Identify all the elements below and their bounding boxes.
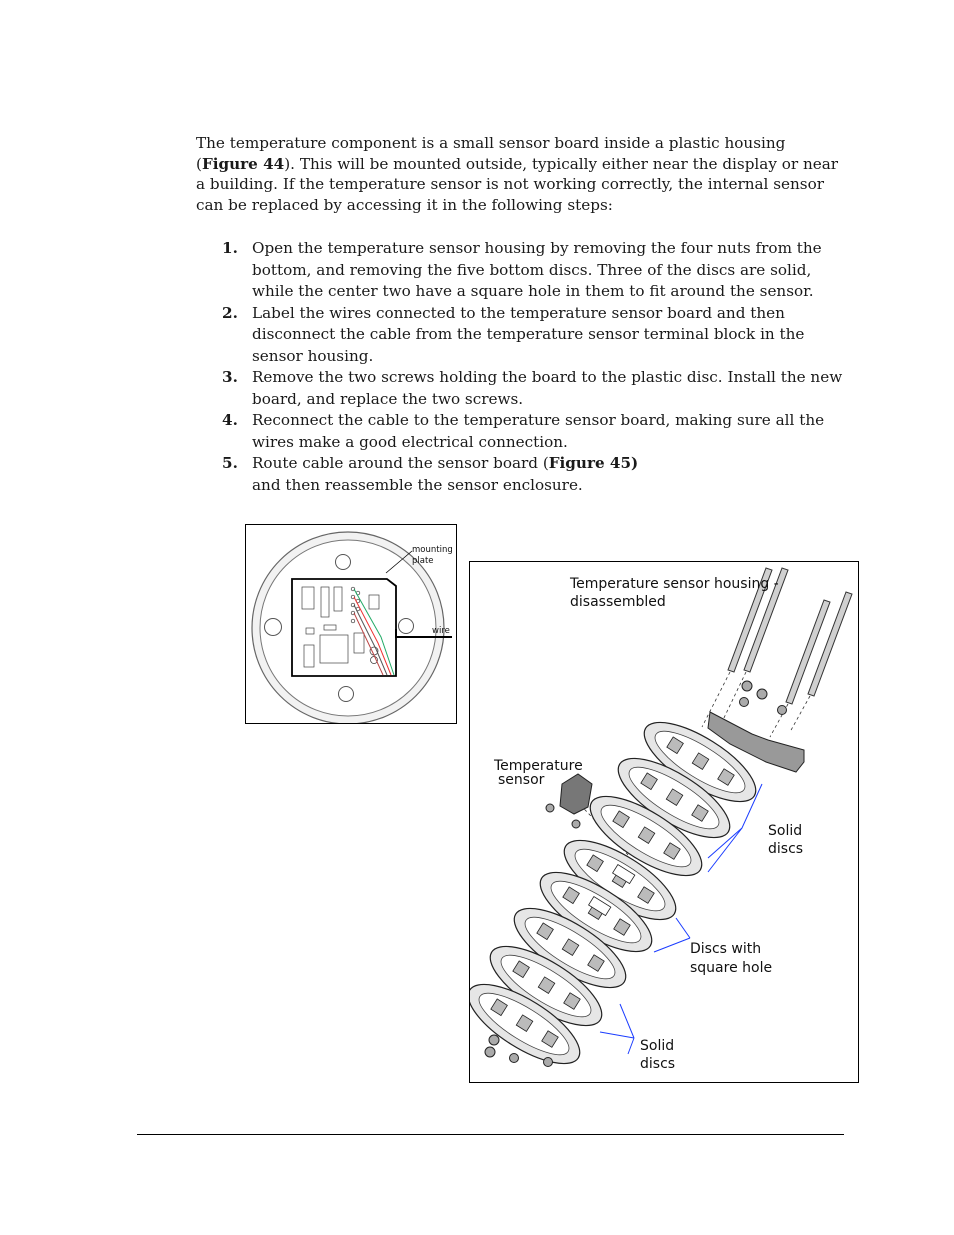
square-hole-discs-label-2: square hole xyxy=(690,960,773,976)
housing-title-2: disassembled xyxy=(570,594,666,610)
step-number: 3. xyxy=(222,368,238,386)
step-number: 1. xyxy=(222,239,238,257)
figure-45-reference[interactable]: Figure 45) xyxy=(548,454,639,472)
housing-exploded-drawing xyxy=(470,562,858,1082)
step-number: 2. xyxy=(222,303,238,322)
temperature-sensor-label-1: Temperature xyxy=(494,758,583,774)
footer-rule xyxy=(137,1134,844,1135)
figure-45-exploded-housing xyxy=(469,561,859,1083)
step-text: Route cable around the sensor board ( xyxy=(252,454,549,472)
step-1 xyxy=(222,238,852,303)
step-text: Open the temperature sensor housing by removing the four nuts from the bottom, and removing the five bottom discs. Three of the discs are solid, while the center two have a square hole in them to fit around the sensor. xyxy=(252,239,822,300)
solid-discs-top-label-2: discs xyxy=(768,841,804,857)
housing-title-1: Temperature sensor housing - xyxy=(570,576,779,592)
mounting-plate-label-1: mounting xyxy=(412,545,453,555)
sensor-board-outline xyxy=(292,579,396,676)
mounting-hole-top xyxy=(336,555,351,570)
nuts-top xyxy=(740,681,787,715)
wire-label: wire xyxy=(432,626,450,636)
steps-list xyxy=(222,238,852,496)
solid-discs-bottom-label-2: discs xyxy=(640,1056,676,1072)
step-text-line2: and then reassemble the sensor enclosure. xyxy=(252,475,583,494)
step-number: 5. xyxy=(222,454,238,472)
step-3 xyxy=(222,367,852,410)
step-number: 4. xyxy=(222,411,238,429)
mounting-plate-label-2: plate xyxy=(412,556,434,566)
step-text: Remove the two screws holding the board to the plastic disc. Install the new board, and replace the two screws. xyxy=(252,368,843,408)
figure-44-reference[interactable]: Figure 44 xyxy=(201,154,285,173)
step-text: Label the wires connected to the temperature sensor board and then disconnect the cable from the temperature sensor terminal block in the sensor housing. xyxy=(252,303,805,365)
step-text: Reconnect the cable to the temperature sensor board, making sure all the wires make a good electrical connection. xyxy=(252,411,825,451)
intro-paragraph xyxy=(196,133,846,216)
sensor-assembly xyxy=(546,774,592,828)
solid-discs-bottom-label-1: Solid xyxy=(640,1038,675,1054)
mounting-hole-left xyxy=(265,619,282,636)
step-2 xyxy=(222,303,852,368)
intro-text-1: The temperature component is a small sensor board inside a plastic housing ( xyxy=(196,134,786,173)
mounting-plate-drawing xyxy=(246,525,456,723)
intro-text-2: ). This will be mounted outside, typically either near the display or near a building. If the temperature sensor is not working correctly, the internal sensor can be replaced by accessing it in the following steps: xyxy=(196,154,839,215)
mounting-hole-right xyxy=(399,619,414,634)
solid-discs-top-label-1: Solid xyxy=(768,823,803,839)
step-5 xyxy=(222,453,852,496)
square-hole-discs-label-1: Discs with xyxy=(690,941,762,957)
step-4 xyxy=(222,410,852,453)
mounting-hole-bottom xyxy=(339,687,354,702)
temperature-sensor-label-2: sensor xyxy=(498,772,545,788)
figure-44-mounting-plate xyxy=(245,524,457,724)
